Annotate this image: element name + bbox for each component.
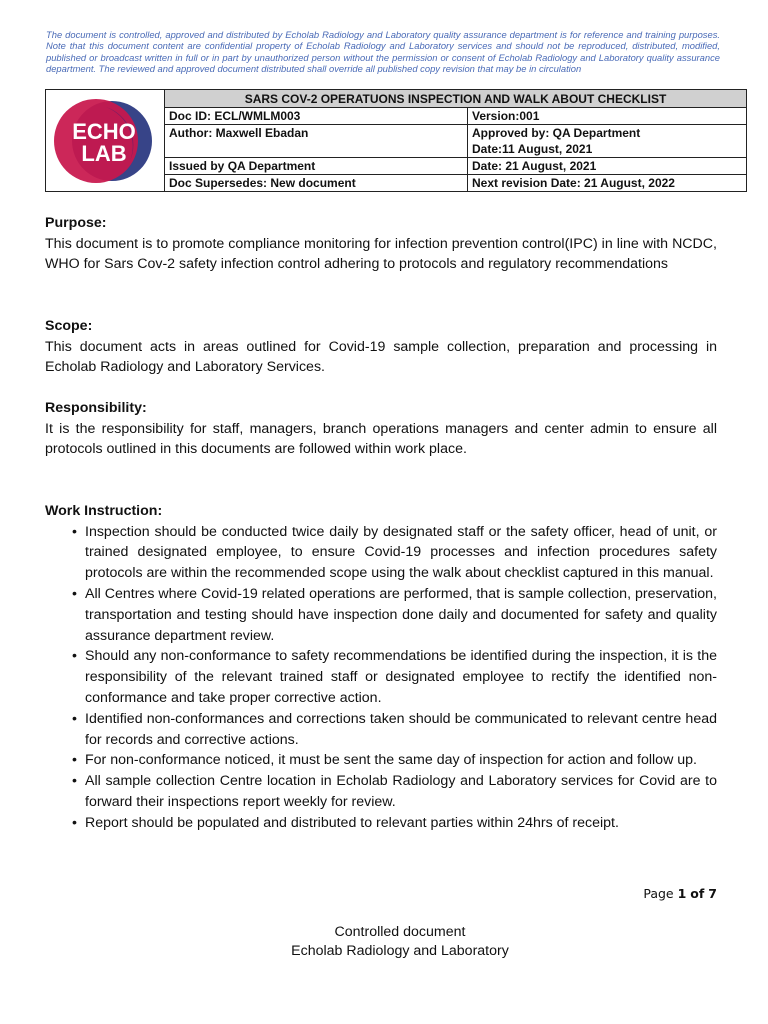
approved-date: Date:11 August, 2021 (472, 142, 593, 156)
bullet-icon: • (72, 752, 77, 769)
bullet-icon: • (72, 523, 77, 540)
page-number (600, 886, 717, 901)
supersedes: Doc Supersedes: New document (165, 175, 468, 192)
page-label: Page (643, 886, 674, 901)
list-item (45, 750, 717, 771)
next-revision-date: Next revision Date: 21 August, 2022 (468, 175, 747, 192)
list-item (45, 813, 717, 834)
list-item-text: Identified non-conformances and corrections taken should be communicated to relevant centre head for records and corrective actions. (85, 710, 717, 748)
scope-section (45, 316, 717, 378)
list-item (45, 709, 717, 751)
list-item (45, 771, 717, 813)
list-item-text: Should any non-conformance to safety recommendations be identified during the inspection, it is the responsibility of the relevant trained staff or designated employee to rectify the identified non-conformance and take proper corrective action. (85, 648, 717, 706)
list-item (45, 522, 717, 584)
work-instruction-section (45, 501, 717, 834)
disclaimer-text: The document is controlled, approved and distributed by Echolab Radiology and Laboratory quality assurance department is for reference and training purposes. Note that this document content are confidential property of Echolab Radiology and Laboratory services and should not be reproduced, distributed, modified, published or broadcast written in full or in part by unauthorized person without the permission or consent of Echolab Radiology and Laboratory quality assurance department. The reviewed and approved document distributed shall override all published copy revision that may be in circulation (46, 29, 720, 75)
version: Version:001 (468, 108, 747, 125)
approval-cell (468, 125, 747, 158)
document-title: SARS COV-2 OPERATUONS INSPECTION AND WALK ABOUT CHECKLIST (165, 90, 747, 108)
doc-id: Doc ID: ECL/WMLM003 (165, 108, 468, 125)
page-total: 7 (708, 886, 717, 901)
list-item-text: For non-conformance noticed, it must be sent the same day of inspection for action and follow up. (85, 752, 697, 769)
list-item-text: All sample collection Centre location in Echolab Radiology and Laboratory services for Covid are to forward their inspections report weekly for review. (85, 773, 717, 810)
logo-text-echo: ECHO (72, 118, 136, 144)
page-current: 1 (677, 886, 687, 901)
work-instruction-list (45, 522, 717, 834)
bullet-icon: • (72, 710, 77, 727)
purpose-heading: Purpose: (45, 215, 107, 231)
document-header-table (45, 89, 747, 192)
responsibility-text: It is the responsibility for staff, managers, branch operations managers and center admin to ensure all protocols outlined in this documents are followed within work place. (45, 420, 717, 458)
bullet-icon: • (72, 648, 77, 665)
purpose-text: This document is to promote compliance monitoring for infection prevention control(IPC) in line with NCDC, WHO for Sars Cov-2 safety infection control adhering to protocols and regulatory recommendations (45, 235, 717, 273)
scope-text: This document acts in areas outlined for Covid-19 sample collection, preparation and processing in Echolab Radiology and Laboratory Services. (45, 338, 717, 376)
purpose-section (45, 213, 717, 275)
footer-line-1: Controlled document (334, 924, 466, 940)
list-item-text: All Centres where Covid-19 related operations are performed, that is sample collection, preservation, transportation and testing should have inspection done daily and documented for safety and quality assurance department review. (85, 585, 717, 644)
echolab-logo (46, 91, 164, 191)
approved-by: Approved by: QA Department (472, 126, 641, 140)
echolab-logo-graphic (46, 91, 164, 191)
responsibility-section (45, 398, 717, 460)
scope-heading: Scope: (45, 318, 93, 334)
bullet-icon: • (72, 585, 77, 602)
issue-date: Date: 21 August, 2021 (468, 158, 747, 175)
list-item (45, 584, 717, 646)
logo-text-lab: LAB (81, 140, 127, 166)
author: Author: Maxwell Ebadan (165, 125, 468, 158)
bullet-icon: • (72, 814, 77, 831)
list-item (45, 646, 717, 708)
bullet-icon: • (72, 773, 77, 790)
page-of: of (690, 886, 705, 901)
list-item-text: Report should be populated and distributed to relevant parties within 24hrs of receipt. (85, 814, 619, 831)
list-item-text: Inspection should be conducted twice daily by designated staff or the safety officer, head of unit, or trained designated employee, to ensure Covid-19 processes and infection procedures safety protocols are within the recommended scope using the walk about checklist captured in this manual. (85, 523, 717, 582)
footer-line-2: Echolab Radiology and Laboratory (291, 943, 509, 959)
header-title-row (46, 90, 747, 108)
issued-by: Issued by QA Department (165, 158, 468, 175)
work-instruction-heading: Work Instruction: (45, 503, 163, 519)
logo-cell (46, 90, 165, 192)
responsibility-heading: Responsibility: (45, 400, 147, 416)
